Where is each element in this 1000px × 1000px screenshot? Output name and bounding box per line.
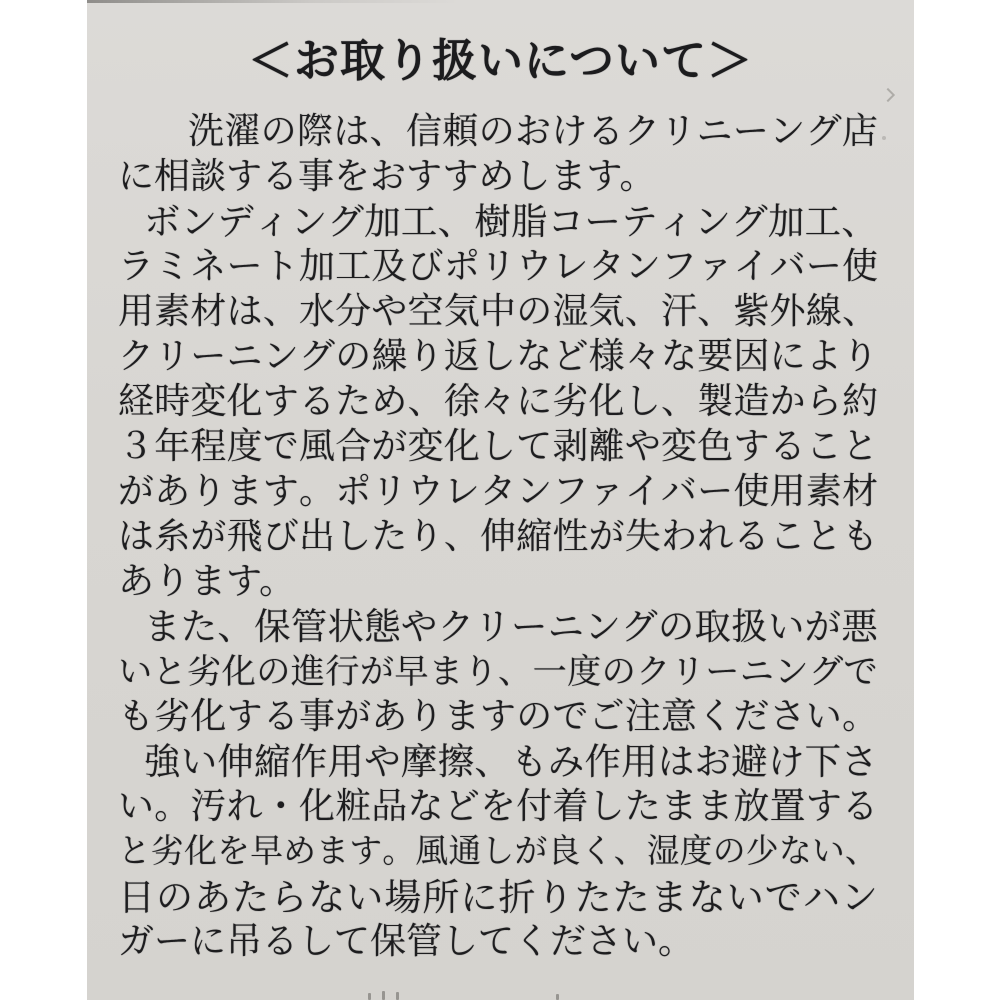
text-line: は 糸 が 飛 び 出 し た り 、 伸 縮 性 が 失 わ れ る こ と も: [118, 516, 878, 556]
care-instructions-text: [118, 106, 878, 961]
text-line: 洗 濯 の 際 は 、 信 頼 の お け る ク リ ニ ー ン グ 店: [188, 110, 878, 151]
care-title: ＜お取り扱いについて＞: [247, 35, 754, 86]
text-line: ボ ン デ ィ ン グ 加 工 、 樹 脂 コ ー テ ィ ン グ 加 工 、: [144, 200, 878, 242]
text-line: も 劣 化 す る 事 が あ り ま す の で ご 注 意 く だ さ い 。: [118, 696, 878, 736]
text-line: ガーに吊るして保管してください。: [118, 920, 695, 961]
cutoff-character-mark: [556, 994, 559, 1000]
text-line: ラ ミ ネ ー ト 加 工 及 び ポ リ ウ レ タ ン フ ァ イ バ ー 使: [118, 246, 878, 286]
cutoff-character-mark: [396, 992, 399, 1000]
text-line: ３ 年 程 度 で 風 合 が 変 化 し て 剥 離 や 変 色 す る こ と: [118, 426, 878, 466]
text-line: あります。: [118, 560, 296, 601]
text-line: 経 時 変 化 す る た め 、 徐 々 に 劣 化 し 、 製 造 か ら 約: [118, 381, 878, 421]
text-line: 強 い 伸 縮 作 用 や 摩 擦 、 も み 作 用 は お 避 け 下 さ: [144, 740, 878, 782]
text-line: に相談する事をおすすめします。: [118, 155, 656, 196]
text-line: い と 劣 化 の 進 行 が 早 ま り 、 一 度 の ク リ ー ニ ン グ で: [118, 653, 878, 691]
text-line: ま た 、 保 管 状 態 や ク リ ー ニ ン グ の 取 扱 い が 悪: [144, 605, 878, 647]
photo-artifact-chevron: [881, 88, 895, 102]
text-line: ク リ ー ニ ン グ の 繰 り 返 し な ど 様 々 な 要 因 に よ り: [118, 336, 878, 376]
text-line: が あ り ま す 。 ポ リ ウ レ タ ン フ ァ イ バ ー 使 用 素 材: [118, 471, 878, 511]
photo-artifact-speck: [882, 136, 886, 140]
text-line: と 劣 化 を 早 め ま す 。 風 通 し が 良 く 、 湿 度 の 少 な い 、: [118, 832, 878, 869]
text-line: 用 素 材 は 、 水 分 や 空 気 中 の 湿 気 、 汗 、 紫 外 線 、: [118, 291, 878, 331]
photo-top-edge-shadow: [87, 0, 583, 3]
cutoff-character-mark: [368, 993, 371, 1000]
care-label: [87, 0, 914, 1000]
cutoff-character-mark: [382, 991, 385, 1000]
text-line: い 。 汚 れ ・ 化 粧 品 な ど を 付 着 し た ま ま 放 置 す る: [118, 786, 878, 826]
text-line: 日 の あ た ら な い 場 所 に 折 り た た ま な い で ハ ン: [118, 876, 878, 918]
